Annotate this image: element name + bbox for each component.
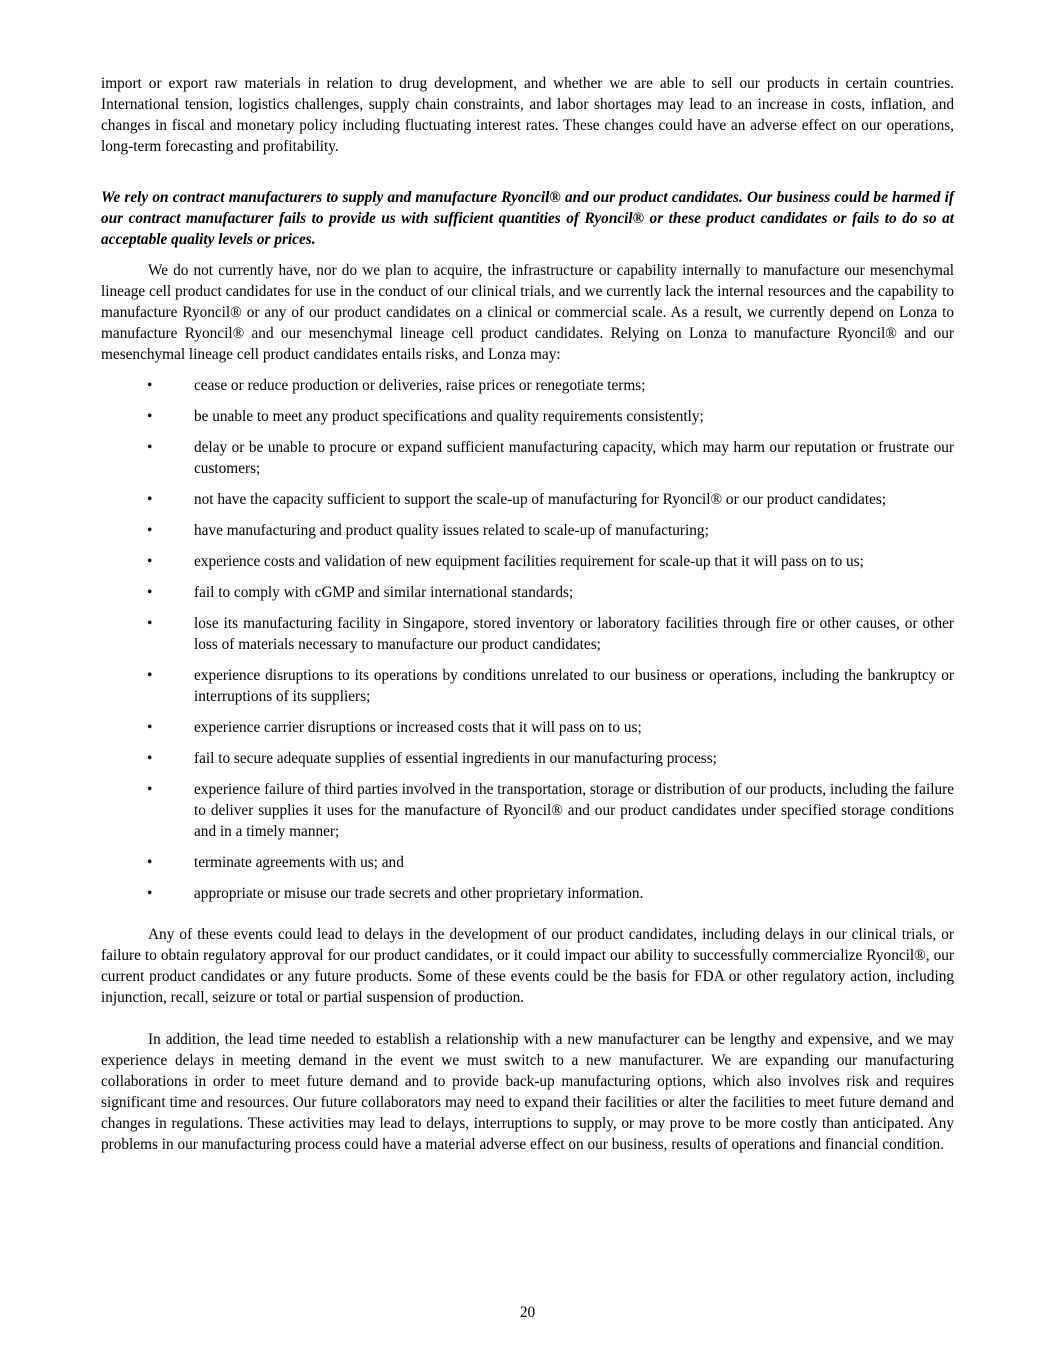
list-item [101, 375, 954, 396]
body-paragraph-3: In addition, the lead time needed to establish a relationship with a new manufacturer can be lengthy and expensive, and we may experience delays in meeting demand in the event we must switch to a new manufacturer. We are expanding our manufacturing collaborations in order to meet future demand and to provide back-up manufacturing options, which also involves risk and requires significant time and resources. Our future collaborators may need to expand their facilities or alter the facilities to meet future demand and changes in regulations. These activities may lead to delays, interruptions to supply, or may prove to be more costly than anticipated. Any problems in our manufacturing process could have a material adverse effect on our business, results of operations and financial condition. [101, 1031, 954, 1153]
list-item [101, 489, 954, 510]
list-item [101, 406, 954, 427]
document-page [101, 73, 954, 1155]
list-item [101, 582, 954, 603]
bullet-icon: • [147, 377, 153, 394]
list-item-text: cease or reduce production or deliveries, raise prices or renegotiate terms; [194, 377, 646, 394]
list-item-text: delay or be unable to procure or expand sufficient manufacturing capacity, which may harm our reputation or frustrate our customers; [194, 439, 954, 477]
list-item-text: appropriate or misuse our trade secrets and other proprietary information. [194, 885, 644, 902]
list-item-text: terminate agreements with us; and [194, 854, 404, 871]
list-item-text: experience failure of third parties involved in the transportation, storage or distribution of our products, including the failure to deliver supplies it uses for the manufacture of Ryoncil® and our product candidates under specified storage conditions and in a timely manner; [194, 781, 954, 840]
bullet-icon: • [147, 491, 153, 508]
list-item [101, 748, 954, 769]
list-item [101, 520, 954, 541]
bullet-icon: • [147, 750, 153, 767]
bullet-icon: • [147, 854, 153, 871]
bullet-icon: • [147, 408, 153, 425]
list-item-text: fail to secure adequate supplies of essential ingredients in our manufacturing process; [194, 750, 717, 767]
bullet-icon: • [147, 584, 153, 601]
section-heading: We rely on contract manufacturers to supply and manufacture Ryoncil® and our product candidates. Our business could be harmed if our contract manufacturer fails to provide us with sufficient quantities of Ryoncil® or these product candidates or fails to do so at acceptable quality levels or prices. [101, 189, 954, 248]
list-item [101, 613, 954, 655]
list-item [101, 437, 954, 479]
list-item [101, 779, 954, 842]
list-item [101, 665, 954, 707]
bullet-icon: • [147, 522, 153, 539]
list-item [101, 717, 954, 738]
list-item-text: lose its manufacturing facility in Singapore, stored inventory or laboratory facilities through fire or other causes, or other loss of materials necessary to manufacture our product candidates; [194, 615, 954, 653]
list-item-text: experience disruptions to its operations by conditions unrelated to our business or operations, including the bankruptcy or interruptions of its suppliers; [194, 667, 954, 705]
bullet-icon: • [147, 553, 153, 570]
bullet-icon: • [147, 885, 153, 902]
list-item-text: fail to comply with cGMP and similar international standards; [194, 584, 574, 601]
list-item [101, 852, 954, 873]
list-item-text: experience carrier disruptions or increased costs that it will pass on to us; [194, 719, 642, 736]
bullet-icon: • [147, 781, 153, 798]
list-item-text: be unable to meet any product specifications and quality requirements consistently; [194, 408, 704, 425]
list-item-text: not have the capacity sufficient to support the scale-up of manufacturing for Ryoncil® or our product candidates; [194, 491, 887, 508]
bullet-icon: • [147, 439, 153, 456]
body-paragraph-2: Any of these events could lead to delays in the development of our product candidates, including delays in our clinical trials, or failure to obtain regulatory approval for our product candidates, or it could impact our ability to successfully commercialize Ryoncil®, our current product candidates or any future products. Some of these events could be the basis for FDA or other regulatory action, including injunction, recall, seizure or total or partial suspension of production. [101, 926, 954, 1006]
intro-paragraph: import or export raw materials in relation to drug development, and whether we are able to sell our products in certain countries. International tension, logistics challenges, supply chain constraints, and labor shortages may lead to an increase in costs, inflation, and changes in fiscal and monetary policy including fluctuating interest rates. These changes could have an adverse effect on our operations, long-term forecasting and profitability. [101, 75, 954, 155]
bullet-icon: • [147, 719, 153, 736]
list-item-text: experience costs and validation of new equipment facilities requirement for scale-up that it will pass on to us; [194, 553, 864, 570]
bullet-icon: • [147, 667, 153, 684]
page-number: 20 [519, 1304, 536, 1321]
risk-bullet-list [101, 375, 954, 904]
list-item-text: have manufacturing and product quality issues related to scale-up of manufacturing; [194, 522, 709, 539]
list-item [101, 551, 954, 572]
bullet-icon: • [147, 615, 153, 632]
body-paragraph-1: We do not currently have, nor do we plan to acquire, the infrastructure or capability internally to manufacture our mesenchymal lineage cell product candidates for use in the conduct of our clinical trials, and we currently lack the internal resources and the capability to manufacture Ryoncil® or any of our product candidates on a clinical or commercial scale. As a result, we currently depend on Lonza to manufacture Ryoncil® and our mesenchymal lineage cell product candidates. Relying on Lonza to manufacture Ryoncil® and our mesenchymal lineage cell product candidates entails risks, and Lonza may: [101, 262, 954, 363]
list-item [101, 883, 954, 904]
